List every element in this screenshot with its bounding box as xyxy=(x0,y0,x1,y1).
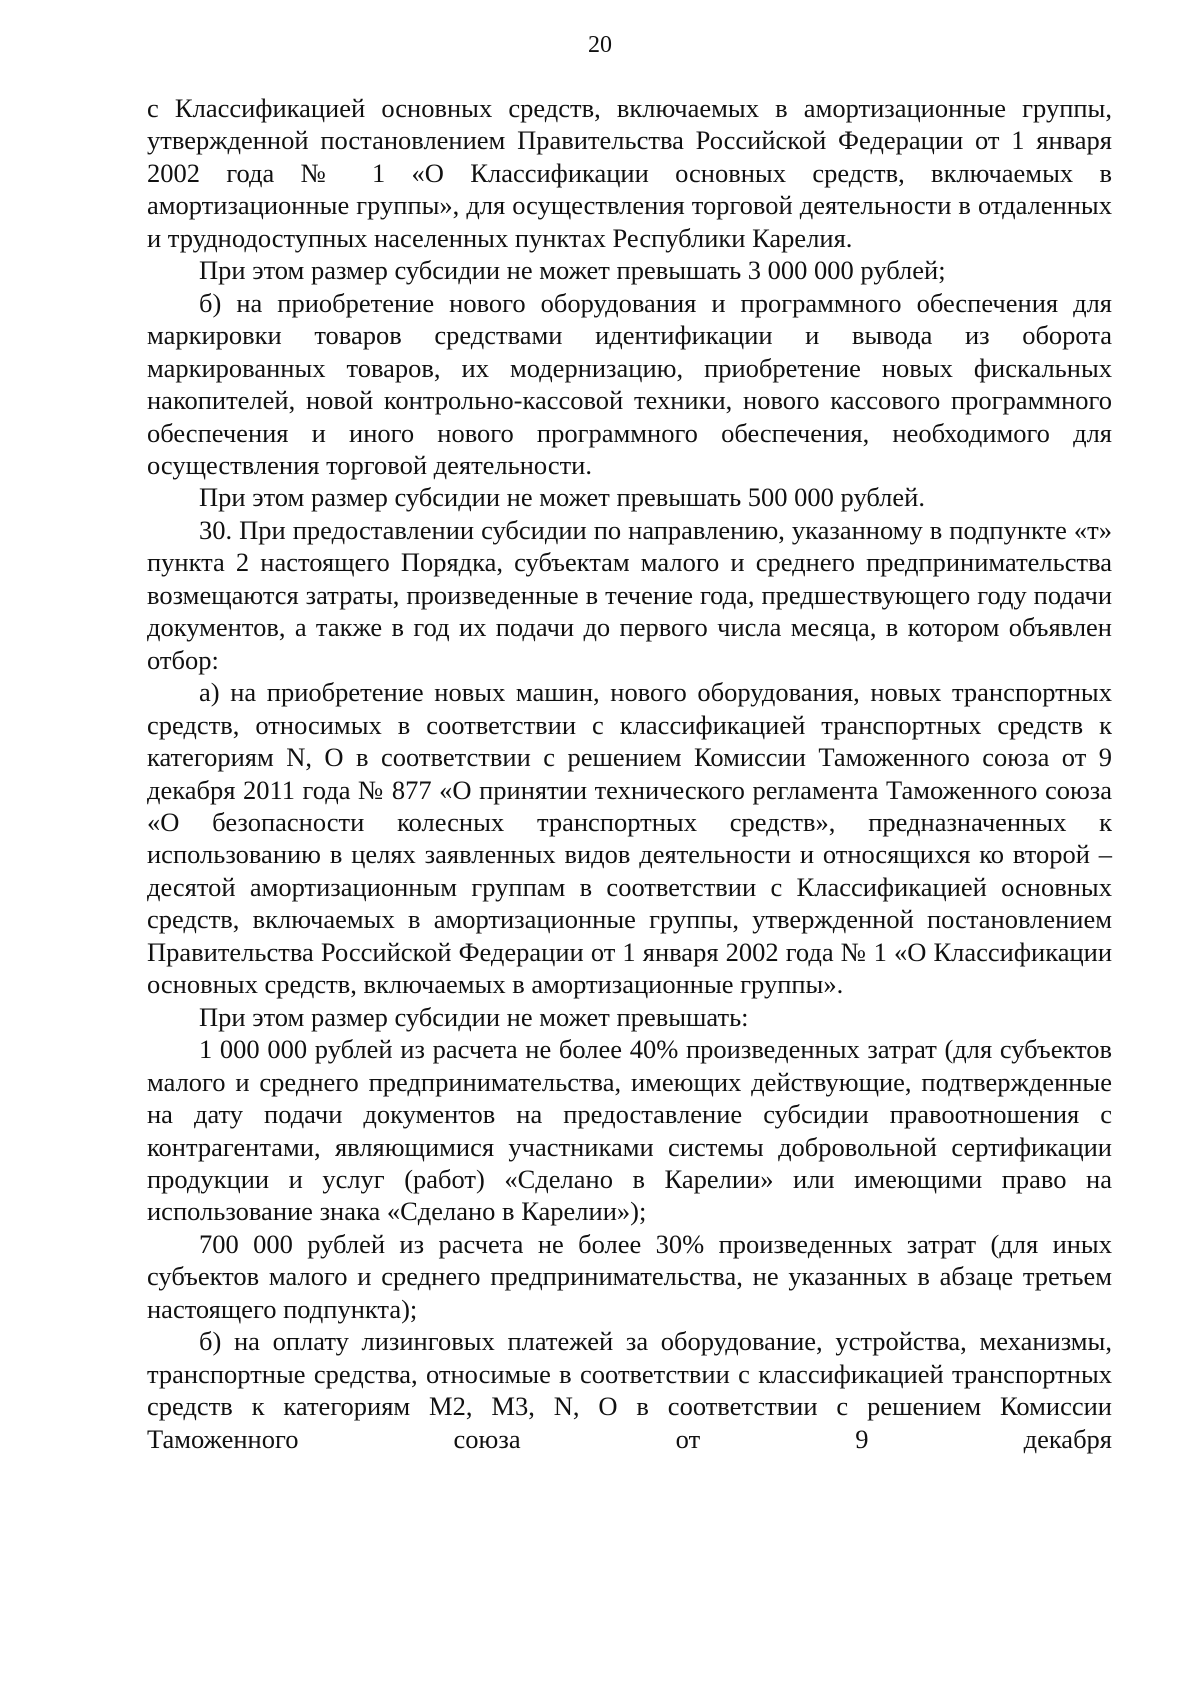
paragraph-limit-1000000: 1 000 000 рублей из расчета не более 40% произведенных затрат (для субъектов малого и среднего предпринимательства, имеющих действующие, подтвержденные на дату подачи документов на предоставление субсидии правоотношения с контрагентами, являющимися участниками системы добровольной сертификации продукции и услуг (работ) «Сделано в Карелии» или имеющими право на использование знака «Сделано в Карелии»); xyxy=(147,1034,1112,1227)
paragraph-item-b-equipment: б) на приобретение нового оборудования и программного обеспечения для маркировки товаров средствами идентификации и вывода из оборота маркированных товаров, их модернизацию, приобретение новых фискальных накопителей, новой контрольно-кассовой техники, нового кассового программного обеспечения и иного нового программного обеспечения, необходимого для осуществления торговой деятельности. xyxy=(147,287,1112,480)
paragraph-subsidy-limit-3000000: При этом размер субсидии не может превышать 3 000 000 рублей; xyxy=(199,255,946,286)
paragraph-classification-continuation: с Классификацией основных средств, включаемых в амортизационные группы, утвержденной постановлением Правительства Российской Федерации от 1 января 2002 года № 1 «О Классификации основных средств, включаемых в амортизационные группы», для осуществления торговой деятельности в отдаленных и труднодоступных населенных пунктах Республики Карелия. xyxy=(147,93,1112,253)
document-body xyxy=(147,92,1112,1455)
page-number: 20 xyxy=(588,32,612,58)
paragraph-item-a-machines: а) на приобретение новых машин, нового оборудования, новых транспортных средств, относимых в соответствии с классификацией транспортных средств к категориям N, O в соответствии с решением Комиссии Таможенного союза от 9 декабря 2011 года № 877 «О принятии технического регламента Таможенного союза «О безопасности колесных транспортных средств», предназначенных к использованию в целях заявленных видов деятельности и относящихся ко второй – десятой амортизационным группам в соответствии с Классификацией основных средств, включаемых в амортизационные группы, утвержденной постановлением Правительства Российской Федерации от 1 января 2002 года № 1 «О Классификации основных средств, включаемых в амортизационные группы». xyxy=(147,677,1112,1000)
paragraph-section-30: 30. При предоставлении субсидии по направлению, указанному в подпункте «т» пункта 2 настоящего Порядка, субъектам малого и среднего предпринимательства возмещаются затраты, произведенные в течение года, предшествующего году подачи документов, а также в год их подачи до первого числа месяца, в котором объявлен отбор: xyxy=(147,514,1112,675)
paragraph-subsidy-limit-500000: При этом размер субсидии не может превышать 500 000 рублей. xyxy=(199,482,925,513)
paragraph-item-b-leasing: б) на оплату лизинговых платежей за оборудование, устройства, механизмы, транспортные средства, относимые в соответствии с классификацией транспортных средств к категориям M2, M3, N, O в соответствии с решением Комиссии Таможенного союза от 9 декабря xyxy=(147,1326,1112,1454)
paragraph-subsidy-limit-intro: При этом размер субсидии не может превышать: xyxy=(199,1001,749,1032)
paragraph-limit-700000: 700 000 рублей из расчета не более 30% произведенных затрат (для иных субъектов малого и среднего предпринимательства, не указанных в абзаце третьем настоящего подпункта); xyxy=(147,1228,1112,1324)
